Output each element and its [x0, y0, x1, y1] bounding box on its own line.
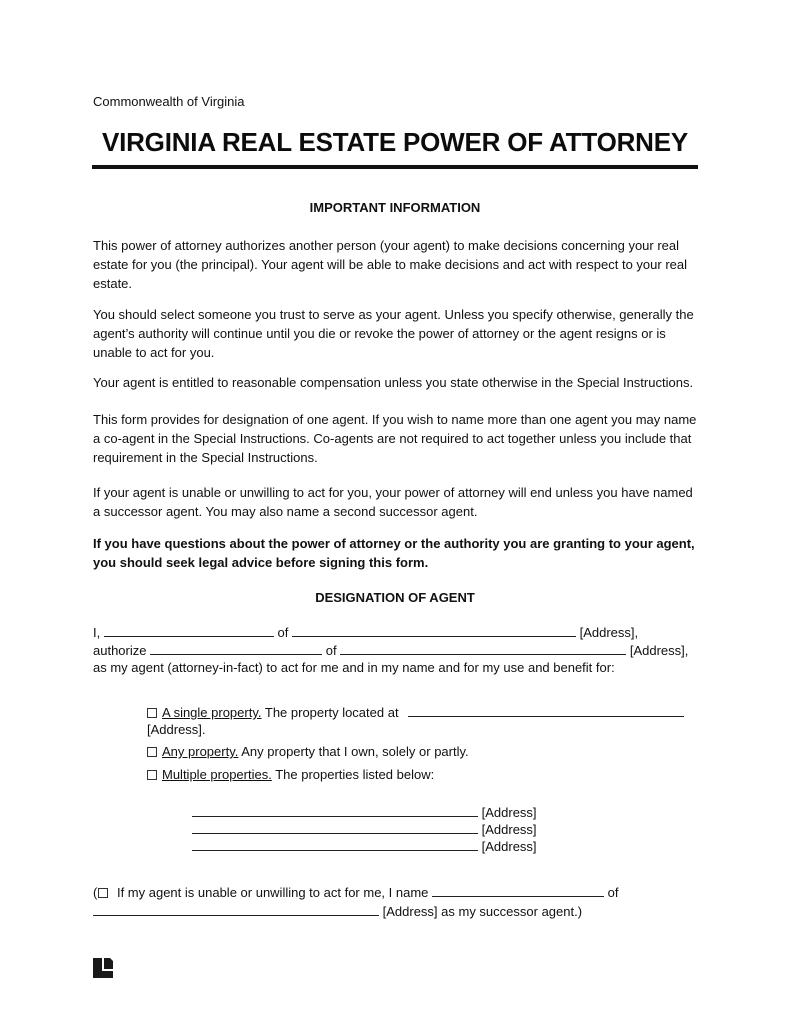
property-address-label-2: [Address]: [481, 822, 537, 837]
document-title: VIRGINIA REAL ESTATE POWER OF ATTORNEY: [101, 127, 689, 157]
multiple-properties-text: The properties listed below:: [275, 767, 435, 782]
successor-checkbox[interactable]: [98, 888, 108, 898]
successor-name-field[interactable]: [432, 884, 604, 897]
property-address-label-3: [Address]: [481, 839, 537, 854]
info-paragraph-5: If your agent is unable or unwilling to act for you, your power of attorney will end unless you have named a successor agent. You may also name a second successor agent.: [93, 485, 693, 519]
successor-address-label: [Address] as my successor agent.): [382, 904, 583, 919]
property-address-field-2[interactable]: [192, 821, 478, 834]
agent-address-label: [Address],: [629, 643, 689, 658]
successor-open-paren: (: [93, 885, 98, 900]
option-multiple-properties: [147, 767, 434, 782]
info-paragraph-1: This power of attorney authorizes another person (your agent) to make decisions concerning your real estate for you (the principal). Your agent will be able to make decisions and act with respect to your real estate.: [93, 238, 687, 291]
single-property-address-field[interactable]: [408, 704, 684, 717]
option-single-property: [147, 704, 684, 720]
title-divider: [92, 165, 698, 169]
important-information-heading: IMPORTANT INFORMATION: [309, 200, 481, 215]
agent-purpose-text: as my agent (attorney-in-fact) to act for me and in my name and for my use and benefit for:: [93, 660, 615, 675]
property-address-row-2: [192, 821, 537, 837]
property-address-row-3: [192, 838, 537, 854]
successor-agent-line: [93, 884, 619, 900]
single-property-label: A single property.: [162, 705, 262, 720]
principal-line: [93, 624, 638, 640]
info-paragraph-4: This form provides for designation of one agent. If you wish to name more than one agent you may name a co-agent in the Special Instructions. Co-agents are not required to act together unless you include that requirement in the Special Instructions.: [93, 412, 697, 465]
designation-heading: DESIGNATION OF AGENT: [315, 590, 475, 605]
agent-line: [93, 642, 688, 658]
successor-address-line: [93, 903, 582, 919]
single-property-checkbox[interactable]: [147, 708, 157, 718]
single-property-address-label: [Address].: [147, 722, 206, 737]
property-address-field-1[interactable]: [192, 804, 478, 817]
property-address-field-3[interactable]: [192, 838, 478, 851]
legal-advice-warning: If you have questions about the power of attorney or the authority you are granting to your agent, you should seek legal advice before signing this form.: [93, 536, 695, 570]
principal-prefix: I,: [93, 625, 101, 640]
principal-of: of: [277, 625, 289, 640]
property-address-label-1: [Address]: [481, 805, 537, 820]
agent-prefix: authorize: [93, 643, 147, 658]
property-address-row-1: [192, 804, 537, 820]
option-any-property: [147, 744, 469, 759]
successor-address-field[interactable]: [93, 903, 379, 916]
principal-name-field[interactable]: [104, 624, 274, 637]
agent-address-field[interactable]: [340, 642, 626, 655]
any-property-text: Any property that I own, solely or partly.: [241, 744, 469, 759]
agent-name-field[interactable]: [150, 642, 322, 655]
any-property-checkbox[interactable]: [147, 747, 157, 757]
agent-of: of: [325, 643, 337, 658]
single-property-text: The property located at: [264, 705, 399, 720]
jurisdiction-label: Commonwealth of Virginia: [93, 94, 245, 109]
successor-text: If my agent is unable or unwilling to act for me, I name: [116, 885, 429, 900]
principal-address-label: [Address],: [579, 625, 639, 640]
successor-of: of: [607, 885, 619, 900]
multiple-properties-checkbox[interactable]: [147, 770, 157, 780]
principal-address-field[interactable]: [292, 624, 576, 637]
info-paragraph-3: Your agent is entitled to reasonable compensation unless you state otherwise in the Special Instructions.: [93, 375, 694, 390]
multiple-properties-label: Multiple properties.: [162, 767, 272, 782]
info-paragraph-2: You should select someone you trust to serve as your agent. Unless you specify otherwise, generally the agent’s authority will continue until you die or revoke the power of attorney or the agent resigns or is unable to act for you.: [93, 307, 694, 360]
any-property-label: Any property.: [162, 744, 239, 759]
legal-templates-logo-icon: [93, 958, 113, 978]
